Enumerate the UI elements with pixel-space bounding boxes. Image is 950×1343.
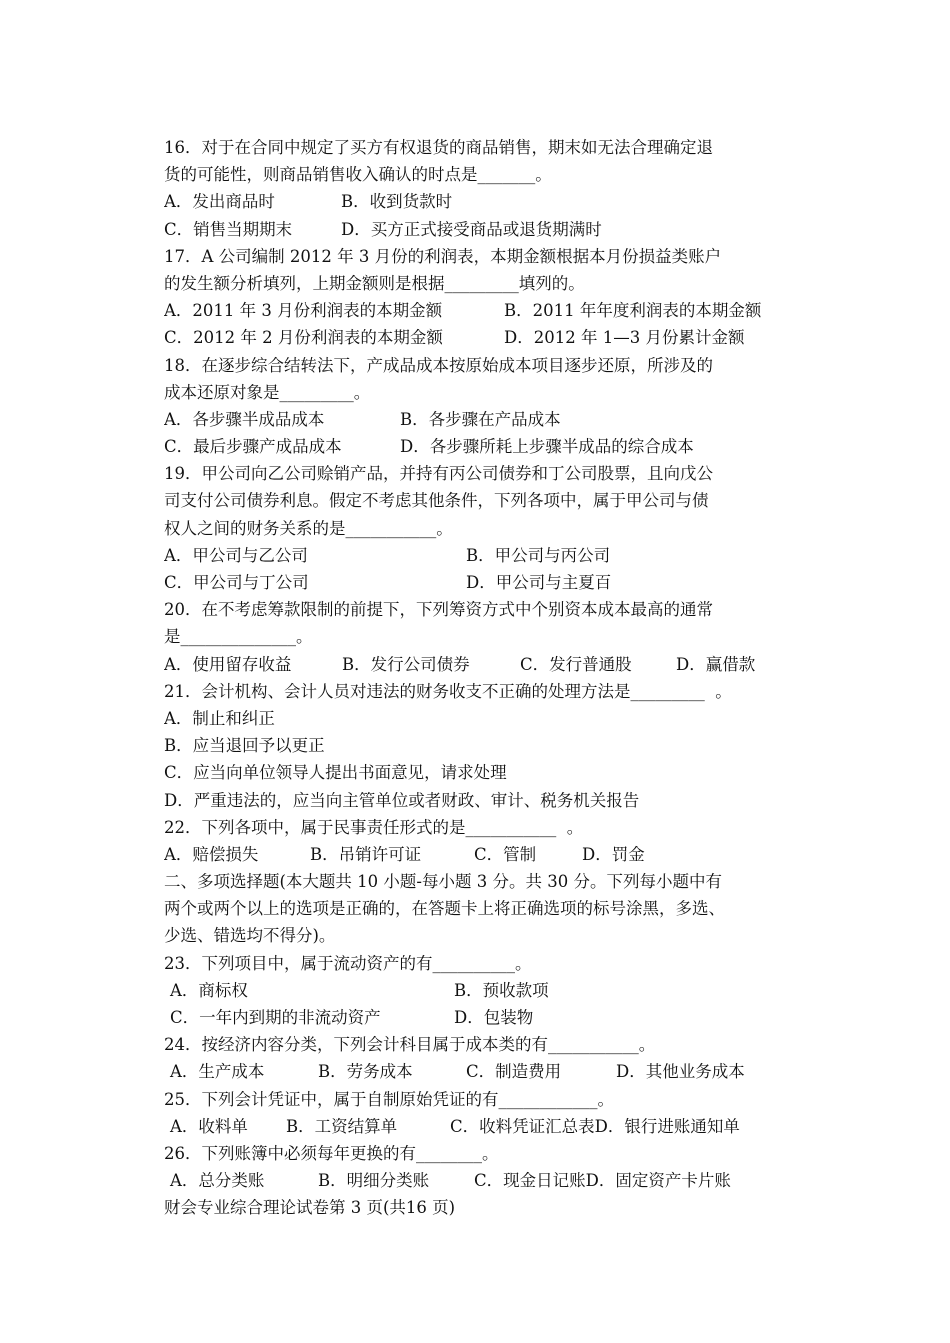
question-26-text: 26．下列账簿中必须每年更换的有________。 xyxy=(164,1143,499,1163)
question-23-options-cd xyxy=(164,1004,804,1031)
question-20-text: 20．在不考虑筹款限制的前提下，下列筹资方式中个别资本成本最高的通常 xyxy=(164,600,713,620)
option-b: B．劳务成本 xyxy=(318,1062,413,1082)
option-d: D．各步骤所耗上步骤半成品的综合成本 xyxy=(400,437,694,457)
section-heading-cont2: 少选、错选均不得分)。 xyxy=(164,926,336,946)
option-c: C．甲公司与丁公司 xyxy=(164,573,309,592)
option-c: C．收料凭证汇总表 xyxy=(450,1116,595,1136)
question-24-options xyxy=(164,1058,804,1085)
option-a: A．商标权 xyxy=(170,980,248,1000)
option-c: C．2012 年 2 月份利润表的本期金额 xyxy=(164,328,443,348)
question-18-options-ab xyxy=(164,406,804,433)
question-16-text: 16．对于在合同中规定了买方有权退货的商品销售，期末如无法合理确定退 xyxy=(164,138,713,157)
option-a: A．甲公司与乙公司 xyxy=(164,545,308,565)
section-heading-cont: 两个或两个以上的选项是正确的，在答题卡上将正确选项的标号涂黑，多选、 xyxy=(164,899,725,919)
option-d: D．罚金 xyxy=(582,844,645,864)
option-a: A．收料单 xyxy=(170,1116,248,1136)
option-d: D．赢借款 xyxy=(676,654,756,674)
option-a: A．2011 年 3 月份利润表的本期金额 xyxy=(164,301,443,321)
question-20-text-cont: 是______________。 xyxy=(164,627,313,647)
question-19-options-ab xyxy=(164,542,804,569)
option-c: C．现金日记账 xyxy=(474,1171,586,1191)
option-b: B．发行公司债券 xyxy=(342,654,470,674)
option-b: B．明细分类账 xyxy=(318,1171,430,1191)
option-c: C．最后步骤产成品成本 xyxy=(164,437,342,457)
option-b: B．吊销许可证 xyxy=(310,844,422,864)
question-19-options-cd xyxy=(164,569,804,596)
option-a: A．生产成本 xyxy=(170,1062,265,1082)
question-20-options xyxy=(164,651,804,678)
question-23-text: 23．下列项目中，属于流动资产的有__________。 xyxy=(164,953,532,973)
question-16-options-ab xyxy=(164,188,804,215)
option-c: C．应当向单位领导人提出书面意见，请求处理 xyxy=(164,763,507,783)
option-d: D．包装物 xyxy=(454,1008,534,1027)
question-17-text-cont: 的发生额分析填列，上期金额则是根据_________填列的。 xyxy=(164,273,585,293)
question-17-options-ab xyxy=(164,297,804,324)
question-18-text: 18．在逐步综合结转法下，产成品成本按原始成本项目逐步还原，所涉及的 xyxy=(164,355,713,375)
option-d: D．甲公司与主夏百 xyxy=(466,573,612,592)
option-c: C．一年内到期的非流动资产 xyxy=(170,1008,381,1027)
question-22-options xyxy=(164,841,804,868)
option-a: A．使用留存收益 xyxy=(164,654,292,674)
option-c: C．发行普通股 xyxy=(520,654,632,674)
question-26-options xyxy=(164,1167,804,1194)
question-19-text-cont: 司支付公司债券利息。假定不考虑其他条件，下列各项中，属于甲公司与债 xyxy=(164,491,709,511)
question-18-options-cd xyxy=(164,433,804,460)
question-25-text: 25．下列会计凭证中，属于自制原始凭证的有____________。 xyxy=(164,1089,614,1109)
question-16-options-cd xyxy=(164,216,804,243)
question-17-text: 17．A 公司编制 2012 年 3 月份的利润表，本期金额根据本月份损益类账户 xyxy=(164,246,722,266)
page-footer: 财会专业综合理论试卷第 3 页(共16 页) xyxy=(164,1198,456,1218)
question-21-text: 21．会计机构、会计人员对违法的财务收支不正确的处理方法是_________ 。 xyxy=(164,681,732,701)
option-d: D．银行进账通知单 xyxy=(594,1116,740,1136)
question-19-text-cont2: 权人之间的财务关系的是___________。 xyxy=(164,518,453,538)
option-d: D．其他业务成本 xyxy=(616,1062,745,1082)
option-a: A．总分类账 xyxy=(170,1171,265,1191)
option-c: C．管制 xyxy=(474,844,537,864)
option-b: B．预收款项 xyxy=(454,980,549,1000)
option-d: D．固定资产卡片账 xyxy=(585,1171,731,1191)
option-d: D．2012 年 1—3 月份累计金额 xyxy=(504,328,745,348)
option-b: B．各步骤在产品成本 xyxy=(400,409,561,429)
option-c: C．销售当期期末 xyxy=(164,219,293,239)
option-a: A．发出商品时 xyxy=(164,192,275,212)
option-b: B．甲公司与丙公司 xyxy=(466,545,611,565)
page-content xyxy=(164,134,804,1222)
question-22-text: 22．下列各项中，属于民事责任形式的是___________ 。 xyxy=(164,817,584,837)
question-17-options-cd xyxy=(164,324,804,351)
question-19-text: 19．甲公司向乙公司赊销产品，并持有丙公司债券和丁公司股票，且向戊公 xyxy=(164,464,713,484)
option-b: B．收到货款时 xyxy=(341,192,453,212)
option-a: A．各步骤半成品成本 xyxy=(164,409,325,429)
section-heading: 二、多项选择题(本大题共 10 小题-每小题 3 分。共 30 分。下列每小题中有 xyxy=(164,872,722,892)
option-b: B．应当退回予以更正 xyxy=(164,736,325,756)
option-a: A．赔偿损失 xyxy=(164,844,259,864)
option-d: D．严重违法的，应当向主管单位或者财政、审计、税务机关报告 xyxy=(164,790,640,810)
option-d: D．买方正式接受商品或退货期满时 xyxy=(341,219,602,239)
question-18-text-cont: 成本还原对象是_________。 xyxy=(164,382,371,402)
question-25-options xyxy=(164,1113,804,1140)
option-b: B．工资结算单 xyxy=(286,1116,398,1136)
question-16-text-cont: 货的可能性，则商品销售收入确认的时点是_______。 xyxy=(164,165,552,185)
option-a: A．制止和纠正 xyxy=(164,708,275,728)
option-c: C．制造费用 xyxy=(466,1062,562,1082)
option-b: B．2011 年年度利润表的本期金额 xyxy=(504,301,762,321)
question-23-options-ab xyxy=(164,977,804,1004)
question-24-text: 24．按经济内容分类，下列会计科目属于成本类的有___________。 xyxy=(164,1035,656,1055)
